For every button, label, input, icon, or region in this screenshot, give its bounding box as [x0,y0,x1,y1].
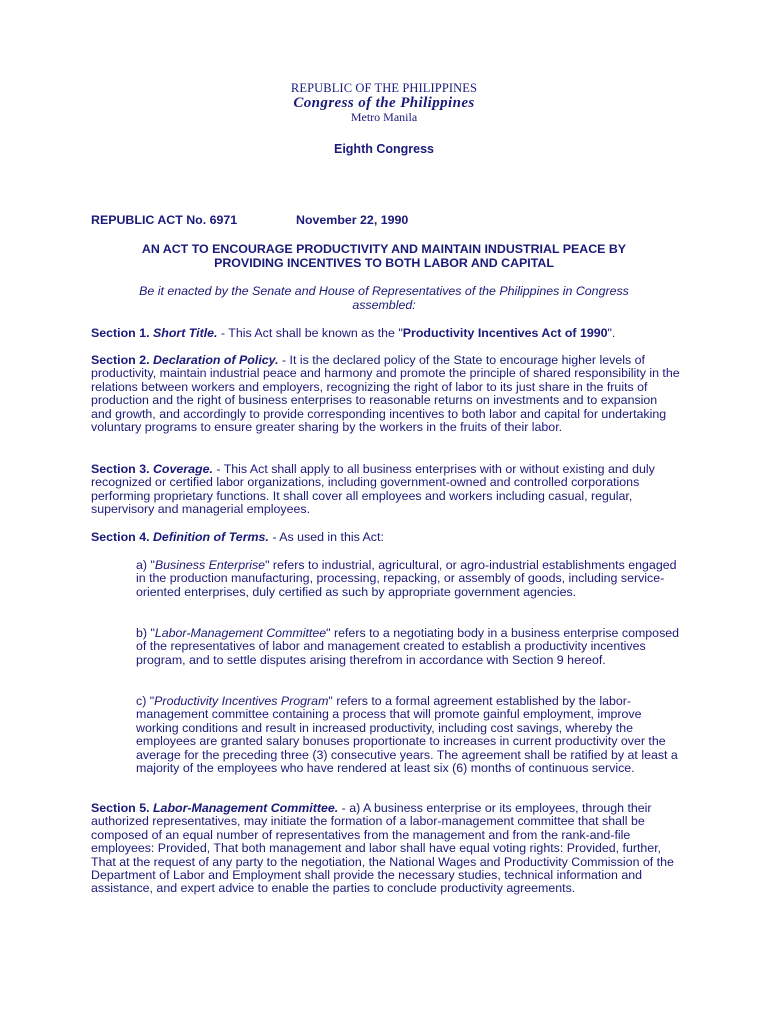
section-1-heading: Short Title. [152,326,218,340]
congress-session: Eighth Congress [333,142,434,156]
act-date: November 22, 1990 [296,213,409,227]
location-heading: Metro Manila [350,110,418,124]
section-1 [91,327,681,340]
definition-a-prefix: a) " [136,558,155,572]
congress-heading: Congress of the Philippines [293,95,475,111]
section-5-text: - a) A business enterprise or its employees, through their authorized representatives, may initiate the formation of a labor-management committee that shall be composed of an equal number of representatives from the management and from the rank-and-file employees: Provided, That both management and labor shall have equal voting rights: Provided, further, That at the request of any party to the negotiation, the National Wages and Productivity Commission of the Department of Labor and Employment shall provide the necessary studies, technical information and assistance, and expert advice to enable the parties to conclude productivity agreements. [91,801,674,896]
definition-c-prefix: c) " [136,694,155,708]
definition-b [136,627,681,667]
section-5-label: Section 5. [91,801,150,815]
section-2-label: Section 2. [91,353,150,367]
act-title-line-2: PROVIDING INCENTIVES TO BOTH LABOR AND CAPITAL [214,256,554,270]
section-4-text: - As used in this Act: [268,530,384,544]
section-2-heading: Declaration of Policy. [152,353,279,367]
definition-a [136,559,681,599]
definition-b-term: Labor-Management Committee [154,626,327,640]
definition-c-term: Productivity Incentives Program [154,694,329,708]
enacting-clause-line-1: Be it enacted by the Senate and House of Representatives of the Philippines in Congress [139,284,629,298]
enacting-clause [110,284,658,312]
act-number: REPUBLIC ACT No. 6971 [91,213,238,227]
definition-a-text: " refers to industrial, agricultural, or agro-industrial establishments engaged in the production manufacturing, processing, repacking, or assembly of goods, including service-oriented enterprises, duly certified as such by appropriate government agencies. [136,558,677,599]
section-1-text-end: ". [607,326,616,340]
republic-heading: REPUBLIC OF THE PHILIPPINES [290,81,478,95]
definition-b-prefix: b) " [136,626,155,640]
section-4 [91,531,681,544]
section-5 [91,802,681,896]
section-3 [91,463,681,517]
section-1-text: - This Act shall be known as the " [217,326,403,340]
section-3-text: - This Act shall apply to all business enterprises with or without existing and duly recognized or certified labor organizations, including government-owned and controlled corporations performing proprietary functions. It shall cover all employees and workers including casual, regular, supervisory and managerial employees. [91,462,655,517]
definition-a-term: Business Enterprise [154,558,266,572]
section-3-heading: Coverage. [152,462,213,476]
definition-b-text: " refers to a negotiating body in a business enterprise composed of the representatives of labor and management created to establish a productivity incentives program, and to settle disputes arising therefrom in accordance with Section 9 hereof. [136,626,680,667]
section-2-text: - It is the declared policy of the State to encourage higher levels of productivity, maintain industrial peace and harmony and promote the principle of shared responsibility in the relations between workers and employers, recognizing the right of labor to its just share in the fruits of production and the right of business enterprises to reasonable returns on investments and to expansion and growth, and accordingly to provide corresponding incentives to both labor and capital for undertaking voluntary programs to ensure greater sharing by the workers in the fruits of their labor. [91,353,680,435]
section-2 [91,354,681,434]
section-4-label: Section 4. [91,530,150,544]
section-1-short-title: Productivity Incentives Act of 1990 [402,326,608,340]
enacting-clause-line-2: assembled: [352,298,416,312]
definition-c-text: " refers to a formal agreement established by the labor-management committee containing a process that will promote gainful employment, improve working conditions and result in increased productivity, including cost savings, whereby the employees are granted salary bonuses proportionate to increases in current productivity over the average for the preceding three (3) consecutive years. The agreement shall be ratified by at least a majority of the employees who have rendered at least six (6) months of continuous service. [136,694,678,776]
act-title [91,242,677,270]
act-identification [91,213,409,227]
act-title-line-1: AN ACT TO ENCOURAGE PRODUCTIVITY AND MAINTAIN INDUSTRIAL PEACE BY [141,242,627,256]
definition-c [136,695,681,775]
document-header [0,82,768,124]
section-3-label: Section 3. [91,462,150,476]
section-5-heading: Labor-Management Committee. [152,801,339,815]
section-1-label: Section 1. [91,326,150,340]
section-4-heading: Definition of Terms. [152,530,269,544]
